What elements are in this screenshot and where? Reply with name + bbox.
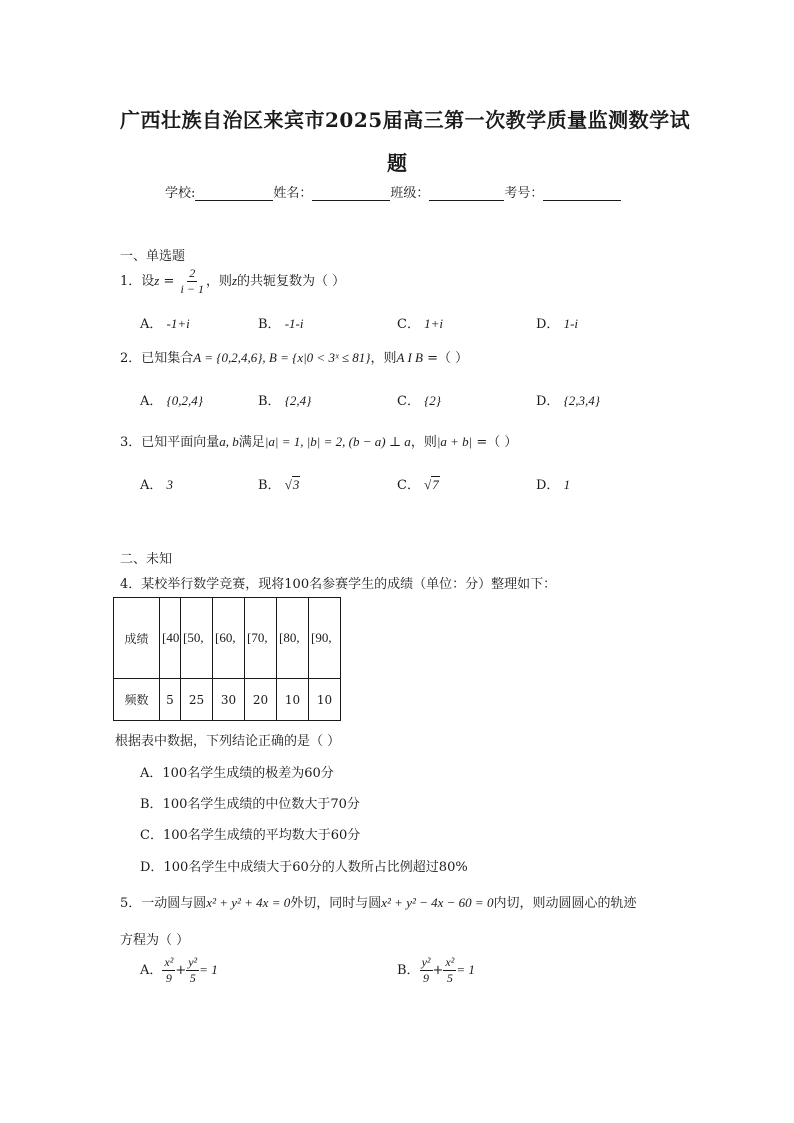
math-expression: A I B	[396, 350, 423, 365]
question-text: 的共轭复数为（ ）	[237, 274, 346, 289]
school-label: 学校:	[165, 186, 196, 201]
fraction-numerator: 2	[189, 266, 196, 280]
option-label: C．	[397, 478, 420, 493]
option-text: 100名学生中成绩大于60分的人数所占比例超过80%	[163, 860, 468, 875]
option-c[interactable]	[397, 474, 440, 493]
sqrt-expression	[285, 476, 301, 492]
option-b[interactable]	[258, 474, 300, 493]
option-text: 1-i	[563, 316, 579, 331]
option-text: 100名学生成绩的极差为60分	[162, 766, 334, 781]
question-1	[120, 266, 345, 297]
table-cell: 10	[277, 679, 309, 721]
interval-label: [60,	[215, 630, 236, 645]
option-label: C．	[397, 394, 420, 409]
option-a[interactable]	[140, 762, 334, 781]
table-row	[114, 598, 341, 679]
sqrt-sign: √	[284, 477, 292, 492]
option-b[interactable]	[397, 955, 475, 986]
option-text: 3	[292, 477, 300, 492]
table-cell: 20	[245, 679, 277, 721]
option-label: C．	[397, 317, 420, 332]
math-var: z	[231, 273, 238, 288]
table-cell: 10	[309, 679, 341, 721]
option-text: 1+i	[424, 316, 443, 331]
question-number: 3．	[120, 435, 142, 450]
option-text: 100名学生成绩的平均数大于60分	[162, 828, 361, 843]
class-field[interactable]	[429, 188, 504, 201]
section-heading: 一、单选题	[120, 249, 186, 264]
score-table	[113, 597, 341, 721]
math-expression: x² + y² − 4x − 60 = 0	[381, 895, 494, 910]
option-label: B．	[258, 394, 281, 409]
table-header-cell: 频数	[114, 679, 160, 721]
option-label: A．	[140, 963, 163, 978]
option-text: {2}	[424, 393, 441, 408]
fraction-numerator: y²	[421, 955, 431, 969]
sqrt-expression	[424, 476, 440, 492]
table-cell	[160, 598, 181, 679]
section-heading: 二、未知	[120, 552, 173, 567]
math-expression: |a + b|	[436, 434, 473, 449]
math-expression: A = {0,2,4,6}, B = {x|0 < 3ˣ ≤ 81}	[193, 350, 371, 365]
question-text: 已知平面向量	[141, 435, 220, 450]
math-expression: |a| = 1, |b| = 2, (b − a) ⊥ a	[264, 434, 411, 449]
question-text: ，则	[205, 274, 232, 289]
class-label: 班级：	[390, 186, 430, 201]
fraction-denominator: i − 1	[180, 282, 204, 296]
school-field[interactable]	[195, 188, 273, 201]
math-var: z	[154, 273, 160, 288]
question-2	[120, 347, 468, 366]
fraction-denominator: 5	[189, 971, 196, 985]
option-a[interactable]	[140, 955, 218, 986]
fraction	[443, 955, 456, 986]
question-number: 4．	[120, 577, 142, 592]
question-text: =（ ）	[472, 435, 518, 450]
option-c[interactable]	[397, 313, 443, 332]
fraction-denominator: 9	[423, 971, 430, 985]
table-cell: 25	[181, 679, 213, 721]
question-text: 设	[141, 274, 155, 289]
page-title-continued: 题	[387, 151, 408, 175]
option-text: -1-i	[284, 316, 304, 331]
option-text: 3	[166, 477, 174, 492]
option-label: A．	[140, 478, 163, 493]
table-cell	[277, 598, 309, 679]
option-label: B．	[258, 478, 281, 493]
option-label: D．	[140, 860, 164, 875]
question-text: ，则	[370, 351, 397, 366]
option-label: D．	[536, 478, 560, 493]
name-field[interactable]	[312, 188, 390, 201]
option-text: {0,2,4}	[166, 393, 203, 408]
sqrt-sign: √	[424, 477, 432, 492]
fraction-numerator: y²	[188, 955, 198, 969]
option-a[interactable]	[140, 313, 190, 332]
table-cell	[245, 598, 277, 679]
option-d[interactable]	[140, 856, 468, 875]
fraction-denominator: 5	[446, 971, 453, 985]
fraction	[420, 955, 433, 986]
student-info-line	[165, 182, 621, 201]
option-d[interactable]	[536, 474, 570, 493]
question-4-prompt: 根据表中数据，下列结论正确的是（ ）	[115, 734, 341, 749]
option-label: A．	[140, 317, 163, 332]
interval-label: [40	[162, 630, 180, 645]
fraction	[186, 955, 199, 986]
math-op: =	[159, 274, 179, 289]
table-cell	[309, 598, 341, 679]
math-expression: a, b	[219, 434, 239, 449]
option-c[interactable]	[397, 390, 441, 409]
option-b[interactable]	[258, 313, 303, 332]
question-text: 内切，则动圆圆心的轨迹	[493, 896, 637, 911]
question-text: 满足	[238, 435, 265, 450]
table-cell	[181, 598, 213, 679]
option-text: -1+i	[166, 316, 190, 331]
option-label: A．	[140, 766, 163, 781]
option-text: {2,3,4}	[563, 393, 600, 408]
option-label: C．	[140, 828, 163, 843]
table-header-cell: 成绩	[114, 598, 160, 679]
question-number: 5．	[120, 896, 142, 911]
question-number: 1．	[120, 274, 142, 289]
name-label: 姓名：	[273, 186, 313, 201]
option-label: B．	[397, 963, 420, 978]
question-text: 一动圆与圆	[141, 896, 207, 911]
question-text: 某校举行数学竞赛，现将100名参赛学生的成绩（单位：分）整理如下：	[141, 577, 557, 592]
id-field[interactable]	[543, 188, 621, 201]
fraction-denominator: 9	[165, 971, 172, 985]
question-text: =（ ）	[422, 351, 469, 366]
interval-label: [70,	[247, 630, 268, 645]
fraction	[179, 266, 206, 297]
option-d[interactable]	[536, 313, 578, 332]
fraction	[162, 955, 175, 986]
option-b[interactable]	[258, 390, 311, 409]
question-text: ，则	[410, 435, 437, 450]
fraction-numerator: x²	[164, 955, 174, 969]
interval-label: [50,	[183, 630, 204, 645]
fraction-numerator: x²	[445, 955, 455, 969]
option-a[interactable]	[140, 474, 173, 493]
page-title: 广西壮族自治区来宾市2025届高三第一次教学质量监测数学试	[120, 108, 691, 132]
option-label: D．	[536, 317, 560, 332]
option-d[interactable]	[536, 390, 600, 409]
question-text: 外切，同时与圆	[290, 896, 382, 911]
question-4	[120, 573, 556, 592]
table-cell	[213, 598, 245, 679]
math-expression: = 1	[456, 962, 475, 977]
math-expression: x² + y² + 4x = 0	[206, 895, 291, 910]
option-text: 7	[432, 477, 439, 492]
option-a[interactable]	[140, 390, 203, 409]
question-5	[120, 892, 636, 911]
option-text: 100名学生成绩的中位数大于70分	[162, 797, 360, 812]
interval-label: [80,	[279, 630, 300, 645]
option-label: A．	[140, 394, 163, 409]
question-5-continued: 方程为（ ）	[120, 933, 190, 948]
interval-label: [90,	[311, 630, 332, 645]
table-cell: 5	[160, 679, 181, 721]
math-op: +	[432, 963, 444, 978]
option-label: B．	[258, 317, 281, 332]
id-label: 考号：	[504, 186, 544, 201]
option-text: {2,4}	[284, 393, 312, 408]
math-expression: = 1	[199, 962, 218, 977]
option-b[interactable]	[140, 793, 360, 812]
table-cell: 30	[213, 679, 245, 721]
option-c[interactable]	[140, 824, 360, 843]
question-number: 2．	[120, 351, 142, 366]
table-row	[114, 679, 341, 721]
option-label: B．	[140, 797, 163, 812]
option-label: D．	[536, 394, 560, 409]
option-text: 1	[563, 477, 571, 492]
question-3	[120, 431, 517, 450]
math-op: +	[175, 963, 187, 978]
question-text: 已知集合	[141, 351, 194, 366]
